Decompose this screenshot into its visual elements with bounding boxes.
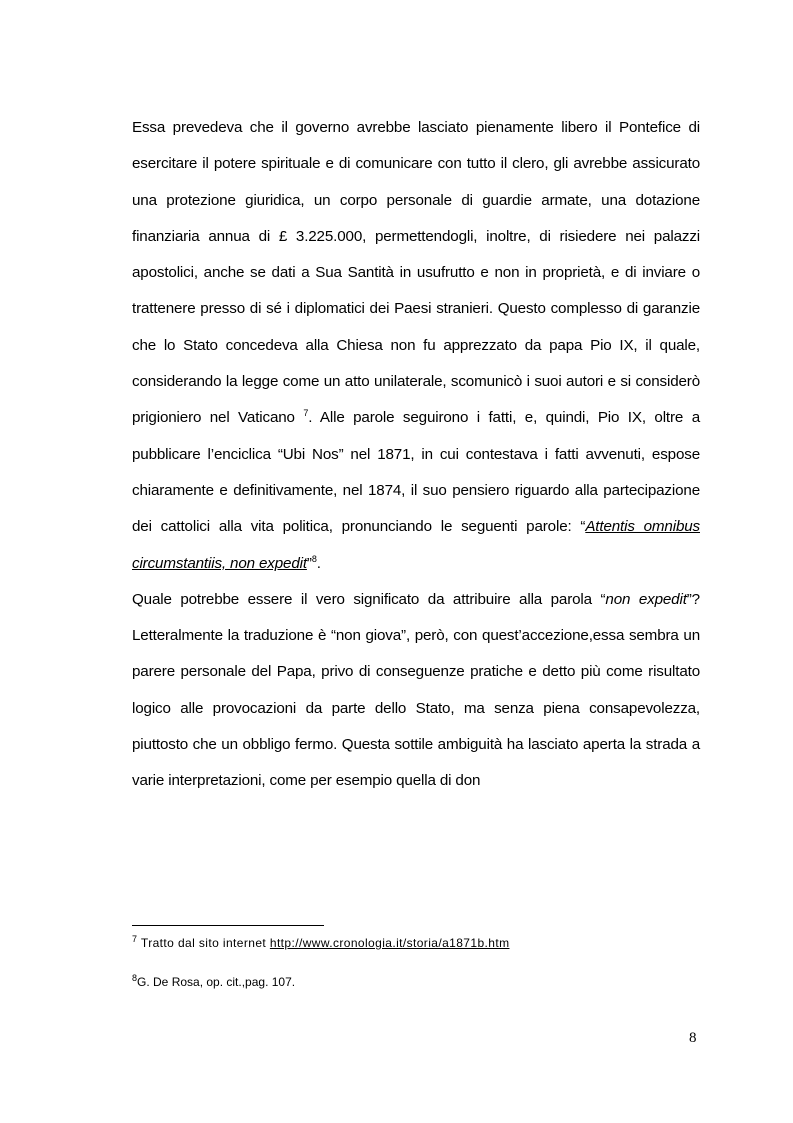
paragraph-2-text-cont: ”? Letteralmente la traduzione è “non giova”, però, con quest’accezione,essa sembra un parere personale del Papa, privo di conseguenze pratiche e detto più come risultato logico alle provocazioni da parte dello Stato, ma senza piena consapevolezza, piuttosto che un obbligo fermo. Questa sottile ambiguità ha lasciato aperta la strada a varie interpretazioni, come per esempio quella di don	[132, 590, 700, 790]
paragraph-1-text-cont: . Alle parole seguirono i fatti, e, quindi, Pio IX, oltre a pubblicare l’enciclica “Ubi Nos” nel 1871, in cui contestava i fatti avvenuti, espose chiaramente e definitivamente, nel 1874, il suo pensiero riguardo alla partecipazione dei cattolici alla vita politica, pronunciando le seguenti parole: “	[132, 409, 700, 536]
footnote-ref-8[interactable]: 8	[311, 553, 317, 564]
closing-quote: ”	[306, 554, 312, 572]
paragraph-1	[132, 110, 700, 582]
paragraph-2-text: Quale potrebbe essere il vero significato da attribuire alla parola “	[132, 590, 606, 608]
footnote-7	[132, 936, 509, 950]
footnote-7-mark: 7	[132, 934, 138, 944]
footnote-separator	[132, 925, 324, 926]
paragraph-1-end: .	[316, 554, 321, 572]
paragraph-2	[132, 582, 700, 800]
footnote-8	[132, 975, 295, 989]
body-text	[132, 110, 700, 800]
latin-quote: Attentis omnibus circumstantiis, non expedit	[132, 518, 700, 572]
footnote-7-link[interactable]: http://www.cronologia.it/storia/a1871b.htm	[269, 936, 510, 950]
page-number: 8	[689, 1030, 697, 1046]
italic-term: non expedit	[605, 590, 687, 608]
footnote-8-mark: 8	[132, 973, 138, 983]
paragraph-1-text: Essa prevedeva che il governo avrebbe lasciato pienamente libero il Pontefice di esercitare il potere spirituale e di comunicare con tutto il clero, gli avrebbe assicurato una protezione giuridica, un corpo personale di guardie armate, una dotazione finanziaria annua di £ 3.225.000, permettendogli, inoltre, di risiedere nei palazzi apostolici, anche se dati a Sua Santità in usufrutto e non in proprietà, e di inviare o trattenere presso di sé i diplomatici dei Paesi stranieri. Questo complesso di garanzie che lo Stato concedeva alla Chiesa non fu apprezzato da papa Pio IX, il quale, considerando la legge come un atto unilaterale, scomunicò i suoi autori e si considerò prigioniero nel Vaticano	[132, 119, 700, 427]
footnote-7-text: Tratto dal sito internet	[137, 936, 270, 950]
footnote-8-text: G. De Rosa, op. cit.,pag. 107.	[137, 975, 296, 989]
footnote-ref-7[interactable]: 7	[303, 408, 309, 419]
